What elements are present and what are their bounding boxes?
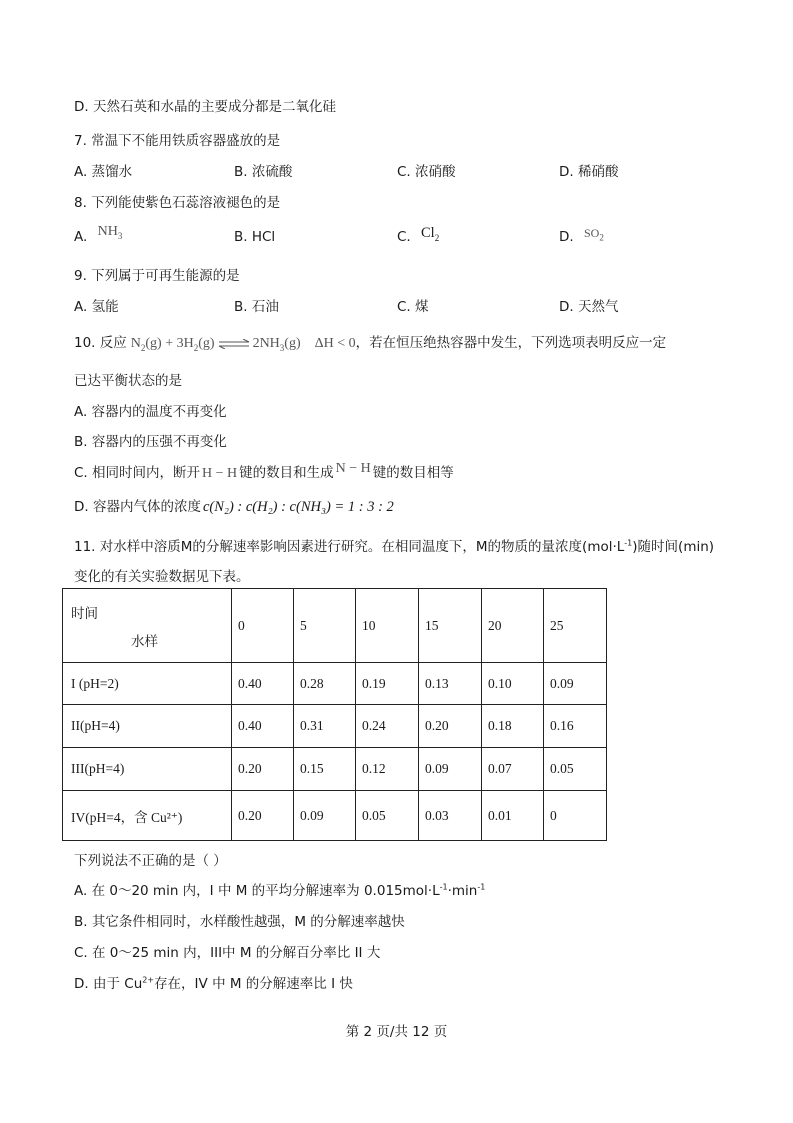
header-time-0: 0 [232, 589, 294, 663]
q6-option-d: D. 天然石英和水晶的主要成分都是二氧化硅 [74, 99, 336, 115]
row-label: IV(pH=4，含 Cu²⁺) [63, 791, 232, 841]
row-label: III(pH=4) [63, 748, 232, 791]
table-cell: 0.15 [294, 748, 356, 791]
equilibrium-arrow-icon [217, 339, 251, 349]
table-cell: 0.09 [419, 748, 482, 791]
q9-stem: 9. 下列属于可再生能源的是 [74, 268, 240, 284]
table-cell: 0.09 [294, 791, 356, 841]
table-cell: 0.28 [294, 663, 356, 705]
q8-stem: 8. 下列能使紫色石蕊溶液褪色的是 [74, 195, 281, 211]
row-label: II(pH=4) [63, 705, 232, 748]
header-time-15: 15 [419, 589, 482, 663]
q10-suffix: ，若在恒压绝热容器中发生，下列选项表明反应一定 [355, 335, 667, 351]
q8-option-a-label: A. [74, 229, 88, 245]
q11-option-d: D. 由于 $Cu^{2+}$存在，IV 中 M 的分解速率比 I 快 [74, 975, 353, 992]
q11-option-b: B. 其它条件相同时，水样酸性越强，M 的分解速率越快 [74, 914, 405, 930]
q8-option-b: B. HCl [234, 229, 276, 245]
page-footer: 第 2 页/共 12 页 [345, 1024, 448, 1040]
table-cell: 0.07 [482, 748, 544, 791]
table-cell: 0.20 [232, 791, 294, 841]
q11-question: 下列说法不正确的是（ ） [74, 853, 227, 869]
q9-option-a: A. 氢能 [74, 299, 119, 315]
table-cell: 0.24 [356, 705, 419, 748]
q8-option-c-formula: $Cl_2$ [421, 225, 440, 243]
row-label: I (pH=2) [63, 663, 232, 705]
q7-option-d: D. 稀硝酸 [559, 164, 619, 180]
q9-option-c: C. 煤 [397, 299, 429, 315]
header-time-20: 20 [482, 589, 544, 663]
table-header-row [63, 589, 607, 663]
q8-option-a-formula: $NH_3$ [97, 224, 123, 241]
q8-option-c-label: C. [397, 229, 411, 245]
q9-option-b: B. 石油 [234, 299, 279, 315]
table-cell: 0.16 [544, 705, 607, 748]
header-time-10: 10 [356, 589, 419, 663]
table-row [63, 791, 607, 841]
table-header-corner [63, 589, 232, 663]
table-cell: 0.12 [356, 748, 419, 791]
header-time-25: 25 [544, 589, 607, 663]
table-row [63, 748, 607, 791]
table-cell: 0.20 [419, 705, 482, 748]
q8-option-d [559, 226, 604, 246]
q8-option-c [397, 225, 440, 247]
q10-stem [74, 331, 666, 353]
table-cell: 0.09 [544, 663, 607, 705]
q10-option-d: D. 容器内气体的浓度 c(N₂) : c(H₂) : c(NH₃) = 1 : 3 : 2 [74, 499, 394, 515]
q8-option-a [74, 224, 123, 247]
q10-stem-2: 已达平衡状态的是 [74, 373, 182, 389]
q10-option-c: C. 相同时间内，断开 H − H 键的数目和生成 N − H 键的数目相等 [74, 461, 454, 481]
q10-option-b: B. 容器内的压强不再变化 [74, 434, 227, 450]
table-cell: 0.19 [356, 663, 419, 705]
q7-stem: 7. 常温下不能用铁质容器盛放的是 [74, 133, 281, 149]
header-time-label: 时间 [71, 605, 98, 621]
q7-option-a: A. 蒸馏水 [74, 164, 133, 180]
header-sample-label: 水样 [131, 633, 158, 649]
table-cell: 0.05 [544, 748, 607, 791]
q8-option-d-formula: $SO_2$ [583, 226, 604, 243]
table-cell: 0.13 [419, 663, 482, 705]
data-table [62, 588, 607, 841]
table-cell: 0.31 [294, 705, 356, 748]
table-cell: 0.10 [482, 663, 544, 705]
table-cell: 0.40 [232, 705, 294, 748]
q8-option-d-label: D. [559, 229, 574, 245]
q9-option-d: D. 天然气 [559, 299, 619, 315]
q10-option-a: A. 容器内的温度不再变化 [74, 404, 227, 420]
table-cell: 0 [544, 791, 607, 841]
table-cell: 0.40 [232, 663, 294, 705]
q7-option-b: B. 浓硫酸 [234, 164, 293, 180]
q10-prefix: 10. 反应 [74, 335, 127, 351]
q11-option-c: C. 在 0～25 min 内，III中 M 的分解百分率比 II 大 [74, 945, 381, 961]
q11-stem: 11. 对水样中溶质M的分解速率影响因素进行研究。在相同温度下，M的物质的量浓度$(mol\cdot L^{-1})$随时间(min) [74, 538, 715, 555]
q11-option-a: A. 在 0～20 min 内，I 中 M 的平均分解速率为 $0.015mol\cdot L^{-1}\cdot\min^{-1}$ [74, 882, 486, 899]
table-row [63, 705, 607, 748]
q11-stem-2: 变化的有关实验数据见下表。 [74, 569, 250, 585]
table-cell: 0.20 [232, 748, 294, 791]
q7-option-c: C. 浓硝酸 [397, 164, 456, 180]
table-row [63, 663, 607, 705]
header-time-5: 5 [294, 589, 356, 663]
table-cell: 0.03 [419, 791, 482, 841]
table-cell: 0.05 [356, 791, 419, 841]
table-cell: 0.18 [482, 705, 544, 748]
table-cell: 0.01 [482, 791, 544, 841]
q10-equation: $N_2(g) + 3H_2(g)$ $2NH_3(g) \Delta H < 0$ [130, 336, 356, 353]
